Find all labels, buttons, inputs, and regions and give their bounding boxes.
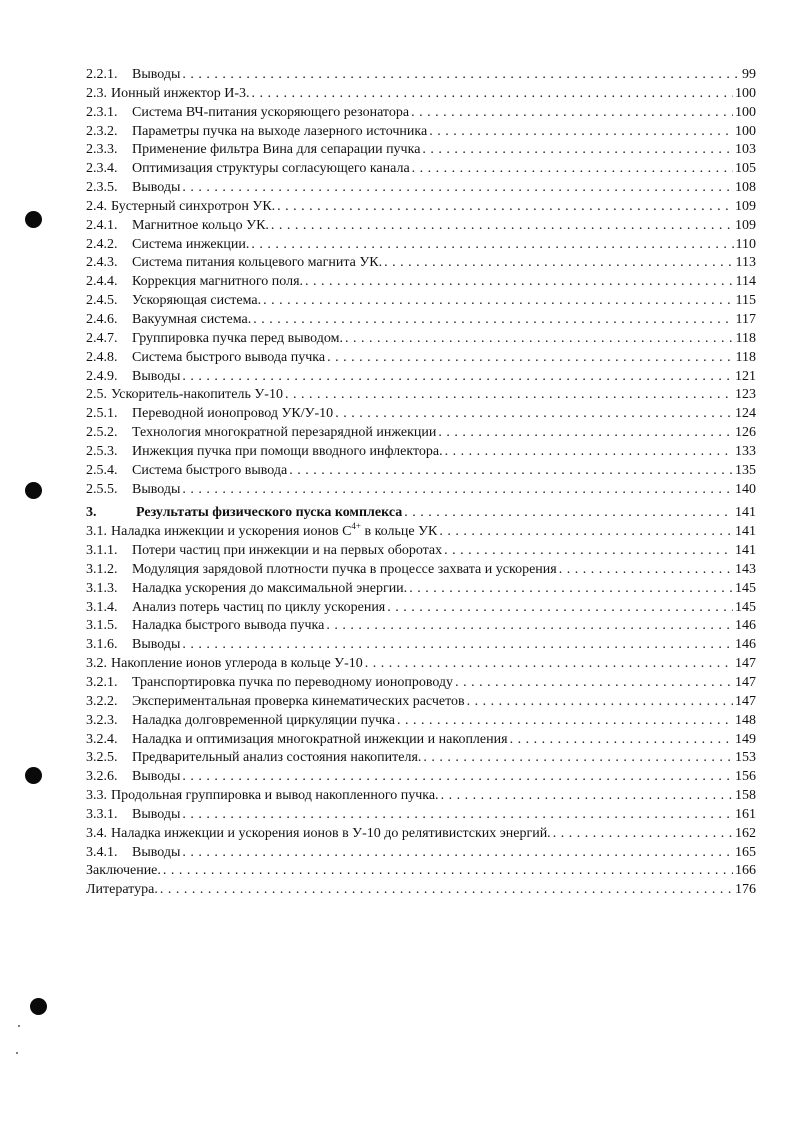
toc-entry-title xyxy=(132,443,443,462)
toc-entry-number: 3.2.1. xyxy=(86,675,118,690)
toc-entry-title xyxy=(132,599,385,618)
toc-entry xyxy=(86,66,756,85)
toc-entry-title xyxy=(132,368,180,387)
toc-entry-title-text: Наладка инжекции и ускорения ионов С xyxy=(111,524,352,540)
toc-entry xyxy=(86,617,756,636)
toc-entry-number: 2.4.8. xyxy=(86,349,118,365)
toc-entry-number: 2.5.1. xyxy=(86,406,118,422)
toc-entry xyxy=(86,349,756,368)
toc-entry-number: 3.2.3. xyxy=(86,712,118,728)
toc-entry-page: 133 xyxy=(735,443,756,459)
toc-entry xyxy=(86,636,756,655)
toc-entry xyxy=(86,424,756,443)
toc-entry-number: 2.3.2. xyxy=(86,123,118,139)
toc-entry-title xyxy=(132,693,465,712)
dot-leader xyxy=(277,198,733,217)
toc-entry-title xyxy=(111,198,275,217)
toc-entry-page: 99 xyxy=(742,67,756,82)
toc-entry xyxy=(86,481,756,500)
toc-entry-page: 153 xyxy=(735,750,756,766)
toc-entry-title-text: Наладка долговременной циркуляции пучка xyxy=(132,712,395,728)
dot-leader xyxy=(251,236,733,255)
dot-leader xyxy=(439,523,733,542)
toc-entry-number: 3.1.6. xyxy=(86,637,118,653)
dot-leader xyxy=(163,862,733,881)
dot-leader xyxy=(412,160,733,179)
toc-entry-title xyxy=(132,580,407,599)
toc-entry xyxy=(86,693,756,712)
toc-entry-title-text: Выводы xyxy=(132,368,181,384)
toc-entry xyxy=(86,123,756,142)
toc-entry-page: 109 xyxy=(735,217,756,233)
dot-leader xyxy=(438,424,733,443)
toc-entry-title xyxy=(86,862,161,881)
toc-entry-title-text: Накопление ионов углерода в кольце У-10 xyxy=(111,656,363,672)
punch-hole-2 xyxy=(25,482,42,499)
toc-entry-number: 3.3.1. xyxy=(86,806,118,822)
toc-entry-page: 148 xyxy=(735,712,756,728)
toc-entry-number: 2.4. xyxy=(86,198,107,214)
toc-entry-page: 145 xyxy=(735,599,756,615)
toc-entry-number: 2.4.1. xyxy=(86,217,118,233)
dot-leader xyxy=(182,844,733,863)
toc-entry xyxy=(86,749,756,768)
dot-leader xyxy=(384,254,733,273)
toc-entry-number: 2.3. xyxy=(86,85,107,101)
toc-entry-title xyxy=(132,462,287,481)
toc-entry-number: 3.1.2. xyxy=(86,561,118,577)
toc-entry-page: 147 xyxy=(735,656,756,672)
toc-entry-title-text: Группировка пучка перед выводом. xyxy=(132,330,343,346)
toc-entry-title-text: Потери частиц при инжекции и на первых оборотах xyxy=(132,543,443,559)
dot-leader xyxy=(365,655,733,674)
scan-speck xyxy=(18,1025,20,1027)
dot-leader xyxy=(327,349,733,368)
toc-entry-title xyxy=(132,561,557,580)
toc-entry-page: 156 xyxy=(735,769,756,785)
toc-entry-title-text: Переводной ионопровод УК/У-10 xyxy=(132,406,334,422)
toc-entry xyxy=(86,731,756,750)
toc-entry-title-text: Система инжекции. xyxy=(132,236,250,252)
toc-entry-title-text: Наладка быстрого вывода пучка xyxy=(132,618,325,634)
toc-entry-page: 124 xyxy=(735,406,756,422)
dot-leader xyxy=(326,617,733,636)
toc-entry-page: 100 xyxy=(735,104,756,120)
toc-entry-title xyxy=(132,330,343,349)
toc-entry-title xyxy=(132,292,261,311)
toc-entry xyxy=(86,160,756,179)
toc-entry-page: 117 xyxy=(735,311,756,327)
toc-entry xyxy=(86,85,756,104)
toc-entry-page: 146 xyxy=(735,637,756,653)
dot-leader xyxy=(423,749,733,768)
toc-entry-title xyxy=(132,768,180,787)
toc-entry-title xyxy=(132,349,325,368)
toc-entry-number: 2.4.2. xyxy=(86,236,118,252)
toc-entry xyxy=(86,217,756,236)
dot-leader xyxy=(182,368,733,387)
toc-entry xyxy=(86,674,756,693)
toc-entry-title-text: Результаты физического пуска комплекса xyxy=(136,505,403,521)
toc-entry-title xyxy=(132,273,303,292)
toc-entry-page: 123 xyxy=(735,387,756,403)
toc-entry-page: 103 xyxy=(735,142,756,158)
dot-leader xyxy=(387,599,733,618)
toc-entry-title-text: Модуляция зарядовой плотности пучка в процессе захвата и ускорения xyxy=(132,561,557,577)
toc-entry-number: 3.2.4. xyxy=(86,731,118,747)
toc-entry-title xyxy=(86,881,158,900)
toc-entry-title xyxy=(132,254,382,273)
toc-entry xyxy=(86,862,756,881)
toc-entry-page: 146 xyxy=(735,618,756,634)
toc-entry-page: 108 xyxy=(735,180,756,196)
toc-entry-page: 114 xyxy=(735,274,756,290)
dot-leader xyxy=(182,481,733,500)
toc-entry-title-text: Заключение. xyxy=(86,863,161,879)
punch-hole-4 xyxy=(30,998,47,1015)
toc-entry xyxy=(86,523,756,542)
toc-entry-title xyxy=(111,787,439,806)
toc-entry-page: 135 xyxy=(735,462,756,478)
toc-entry-title xyxy=(132,424,436,443)
toc-entry xyxy=(86,825,756,844)
toc-entry xyxy=(86,561,756,580)
toc-entry-number: 3.1.4. xyxy=(86,599,118,615)
dot-leader xyxy=(182,768,733,787)
toc-entry-page: 100 xyxy=(735,123,756,139)
toc-entry-number: 2.3.3. xyxy=(86,142,118,158)
toc-entry-title-text: Инжекция пучка при помощи вводного инфлектора. xyxy=(132,443,443,459)
dot-leader xyxy=(289,462,733,481)
toc-entry xyxy=(86,405,756,424)
toc-entry-page: 100 xyxy=(735,85,756,101)
toc-entry-title xyxy=(132,844,180,863)
dot-leader xyxy=(559,561,733,580)
toc-entry-number: 3.2. xyxy=(86,656,107,672)
toc-entry xyxy=(86,580,756,599)
dot-leader xyxy=(271,217,733,236)
toc-entry-title xyxy=(132,236,249,255)
toc-entry-title-text: Экспериментальная проверка кинематических расчетов xyxy=(132,693,465,709)
toc-entry-page: 118 xyxy=(735,330,756,346)
toc-entry-number: 2.4.7. xyxy=(86,330,118,346)
toc-entry-title-text: Продольная группировка и вывод накопленного пучка. xyxy=(111,788,439,804)
scan-speck xyxy=(16,1052,18,1054)
toc-entry-number: 3. xyxy=(86,505,97,521)
toc-entry-page: 126 xyxy=(735,425,756,441)
toc-entry-page: 118 xyxy=(735,349,756,365)
toc-entry-title xyxy=(111,655,363,674)
toc-entry-title-text: Система питания кольцевого магнита УК. xyxy=(132,255,383,271)
toc-entry-title-text: Коррекция магнитного поля. xyxy=(132,274,304,290)
toc-entry-number: 3.2.6. xyxy=(86,769,118,785)
toc-entry xyxy=(86,443,756,462)
toc-entry xyxy=(86,198,756,217)
toc-entry-title-text: Выводы xyxy=(132,180,181,196)
toc-entry-title-text: Анализ потерь частиц по циклу ускорения xyxy=(132,599,386,615)
toc-entry-title-text: Наладка и оптимизация многократной инжекции и накопления xyxy=(132,731,508,747)
toc-entry-number: 3.1.1. xyxy=(86,543,118,559)
toc-entry-number: 3.4. xyxy=(86,825,107,841)
toc-entry-title xyxy=(132,749,421,768)
toc-entry-number: 2.4.4. xyxy=(86,274,118,290)
toc-entry xyxy=(86,844,756,863)
toc-entry-title-text: Система ВЧ-питания ускоряющего резонатора xyxy=(132,104,410,120)
dot-leader xyxy=(182,806,733,825)
toc-entry-page: 141 xyxy=(735,543,756,559)
toc-entry-title xyxy=(132,712,395,731)
toc-entry-number: 3.2.5. xyxy=(86,750,118,766)
toc-entry-title-text: Система быстрого вывода xyxy=(132,462,288,478)
toc-entry-title-text: Оптимизация структуры согласующего канала xyxy=(132,161,410,177)
toc-entry xyxy=(86,806,756,825)
toc-entry xyxy=(86,311,756,330)
toc-entry-title xyxy=(132,674,453,693)
toc-entry xyxy=(86,504,756,523)
toc-entry-title xyxy=(132,405,333,424)
toc-entry-title-text: Магнитное кольцо УК. xyxy=(132,217,269,233)
toc-entry xyxy=(86,141,756,160)
toc-entry-number: 2.5. xyxy=(86,387,107,403)
dot-leader xyxy=(335,405,733,424)
toc-entry-number: 2.4.3. xyxy=(86,255,118,271)
toc-entry-title-text: Выводы xyxy=(132,67,181,82)
toc-entry-number: 2.5.4. xyxy=(86,462,118,478)
toc-entry-title xyxy=(132,179,180,198)
toc-entry-page: 161 xyxy=(735,806,756,822)
toc-entry-title xyxy=(111,825,551,844)
toc-entry-title-text: Ионный инжектор И-3. xyxy=(111,85,250,101)
dot-leader xyxy=(441,787,733,806)
toc-entry-page: 145 xyxy=(735,580,756,596)
dot-leader xyxy=(182,636,733,655)
toc-entry-page: 162 xyxy=(735,825,756,841)
toc-entry-title xyxy=(136,504,402,523)
dot-leader xyxy=(252,85,733,104)
toc-entry xyxy=(86,712,756,731)
toc-entry-page: 141 xyxy=(735,524,756,540)
toc-entry-title xyxy=(132,481,180,500)
toc-entry-title-text: Предварительный анализ состояния накопителя. xyxy=(132,750,422,766)
toc-entry-title-text: Технология многократной перезарядной инжекции xyxy=(132,425,437,441)
dot-leader xyxy=(397,712,733,731)
toc-entry xyxy=(86,599,756,618)
toc-entry-title xyxy=(132,731,508,750)
toc-entry-title-text: Параметры пучка на выходе лазерного источника xyxy=(132,123,428,139)
dot-leader xyxy=(263,292,733,311)
toc-entry-title xyxy=(132,66,180,85)
toc-entry-page: 113 xyxy=(735,255,756,271)
dot-leader xyxy=(455,674,733,693)
toc-entry xyxy=(86,368,756,387)
toc-entry-number: 2.5.2. xyxy=(86,425,118,441)
toc-entry-page: 141 xyxy=(735,505,756,521)
toc-entry-title xyxy=(132,636,180,655)
dot-leader xyxy=(411,104,733,123)
dot-leader xyxy=(553,825,733,844)
toc-entry-title xyxy=(132,217,269,236)
toc-entry-title-text: Вакуумная система. xyxy=(132,311,252,327)
dot-leader xyxy=(253,311,733,330)
toc-entry xyxy=(86,542,756,561)
toc-entry-number: 3.1.3. xyxy=(86,580,118,596)
toc-entry-title xyxy=(111,523,437,542)
toc-entry xyxy=(86,462,756,481)
dot-leader xyxy=(445,443,733,462)
dot-leader xyxy=(429,123,733,142)
toc-entry-number: 2.4.9. xyxy=(86,368,118,384)
toc-entry-number: 2.5.3. xyxy=(86,443,118,459)
toc-entry-page: 147 xyxy=(735,693,756,709)
toc-entry-page: 166 xyxy=(735,863,756,879)
toc-entry xyxy=(86,768,756,787)
toc-entry xyxy=(86,330,756,349)
toc-entry xyxy=(86,292,756,311)
toc-entry-title xyxy=(111,85,250,104)
dot-leader xyxy=(404,504,733,523)
toc-entry-title xyxy=(132,806,180,825)
dot-leader xyxy=(160,881,733,900)
toc-entry-title xyxy=(132,141,420,160)
toc-entry-page: 143 xyxy=(735,561,756,577)
toc-entry-title-text: Выводы xyxy=(132,806,181,822)
dot-leader xyxy=(345,330,734,349)
toc-entry-title-text: Наладка ускорения до максимальной энергии. xyxy=(132,580,408,596)
toc-entry-title xyxy=(132,104,409,123)
toc-entry-title-text: Бустерный синхротрон УК. xyxy=(111,198,276,214)
toc-entry-title-text: Система быстрого вывода пучка xyxy=(132,349,326,365)
toc-entry-page: 176 xyxy=(735,882,756,898)
dot-leader xyxy=(182,179,733,198)
toc-entry-number: 3.1.5. xyxy=(86,618,118,634)
toc-entry-title-text: Выводы xyxy=(132,844,181,860)
toc-entry xyxy=(86,881,756,900)
punch-hole-3 xyxy=(25,767,42,784)
toc-entry-number: 2.3.1. xyxy=(86,104,118,120)
toc-entry xyxy=(86,236,756,255)
toc-entry-page: 140 xyxy=(735,481,756,497)
toc-entry-page: 121 xyxy=(735,368,756,384)
toc-entry xyxy=(86,254,756,273)
dot-leader xyxy=(444,542,733,561)
toc-entry-number: 3.4.1. xyxy=(86,844,118,860)
toc-entry-title-text: Выводы xyxy=(132,637,181,653)
toc-entry-page: 110 xyxy=(735,236,756,252)
toc-entry-title xyxy=(132,617,324,636)
toc-entry-number: 3.2.2. xyxy=(86,693,118,709)
toc-entry-title-text: Наладка инжекции и ускорения ионов в У-10 до релятивистских энергий. xyxy=(111,825,551,841)
dot-leader xyxy=(285,386,733,405)
toc-entry-page: 105 xyxy=(735,161,756,177)
toc-entry-title-text: Ускоритель-накопитель У-10 xyxy=(111,387,283,403)
toc-entry xyxy=(86,655,756,674)
toc-entry-page: 115 xyxy=(735,293,756,309)
toc-entry-title-text: Литература. xyxy=(86,882,158,898)
toc-entry-title-text: Ускоряющая система. xyxy=(132,293,262,309)
dot-leader xyxy=(182,66,740,85)
toc-entry-number: 2.5.5. xyxy=(86,481,118,497)
toc-entry xyxy=(86,273,756,292)
toc-entry xyxy=(86,179,756,198)
table-of-contents xyxy=(86,66,756,900)
toc-entry-title-text: Транспортировка пучка по переводному ионопроводу xyxy=(132,675,454,690)
dot-leader xyxy=(510,731,733,750)
toc-entry-title xyxy=(111,386,283,405)
toc-entry-page: 165 xyxy=(735,844,756,860)
punch-hole-1 xyxy=(25,211,42,228)
toc-entry-superscript: 4+ xyxy=(351,521,361,532)
dot-leader xyxy=(422,141,733,160)
toc-entry-page: 109 xyxy=(735,198,756,214)
toc-entry-number: 2.3.4. xyxy=(86,161,118,177)
toc-entry-number: 2.3.5. xyxy=(86,180,118,196)
toc-entry-page: 158 xyxy=(735,788,756,804)
toc-entry-title-text: Выводы xyxy=(132,769,181,785)
toc-entry-number: 2.2.1. xyxy=(86,67,118,82)
toc-entry-title xyxy=(132,311,251,330)
toc-entry xyxy=(86,787,756,806)
toc-entry-number: 2.4.6. xyxy=(86,311,118,327)
toc-entry-title xyxy=(132,542,442,561)
toc-entry-number: 2.4.5. xyxy=(86,293,118,309)
toc-entry-title xyxy=(132,123,427,142)
toc-entry-title-suffix: в кольце УК xyxy=(360,524,438,540)
dot-leader xyxy=(467,693,733,712)
dot-leader xyxy=(409,580,733,599)
toc-entry-number: 3.3. xyxy=(86,788,107,804)
toc-entry-title-text: Выводы xyxy=(132,481,181,497)
toc-entry-page: 149 xyxy=(735,731,756,747)
dot-leader xyxy=(305,273,733,292)
toc-entry-title-text: Применение фильтра Вина для сепарации пучка xyxy=(132,142,421,158)
toc-entry xyxy=(86,386,756,405)
toc-entry-title xyxy=(132,160,410,179)
toc-entry-page: 147 xyxy=(735,675,756,690)
toc-entry xyxy=(86,104,756,123)
toc-entry-number: 3.1. xyxy=(86,524,107,540)
